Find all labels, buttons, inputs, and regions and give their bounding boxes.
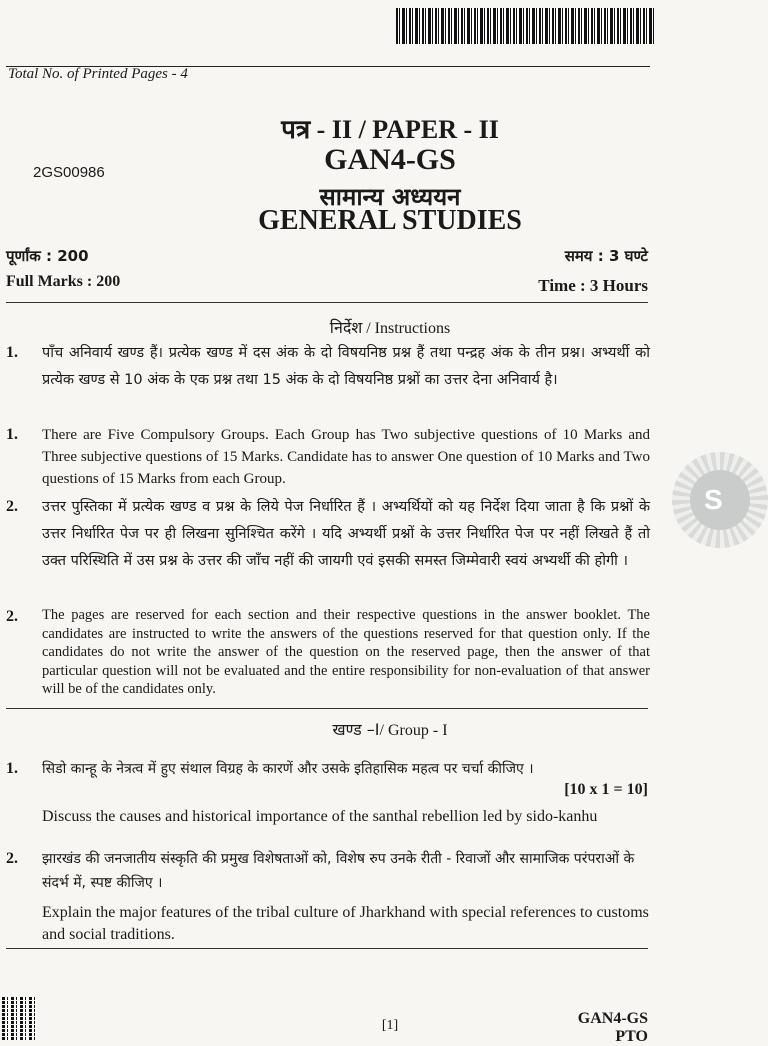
- instruction-english-1: There are Five Compulsory Groups. Each Group has Two subjective questions of 10 Marks and Three subjective questions of 15 Marks. Candidate has to answer One question of 10 Marks and Two questions of 15 Marks from each Group.: [42, 427, 650, 487]
- footer-pto: PTO: [615, 1028, 648, 1045]
- instruction-number: 1.: [6, 426, 18, 443]
- time-english: Time : 3 Hours: [538, 276, 648, 295]
- question-1-marks: [10 x 1 = 10]: [564, 781, 648, 798]
- divider: [6, 708, 648, 709]
- full-marks-english: Full Marks : 200: [6, 273, 121, 290]
- barcode: [396, 8, 654, 44]
- title-english: GENERAL STUDIES: [258, 205, 522, 236]
- group-heading: [30, 718, 750, 740]
- seal-letter: S: [690, 470, 750, 530]
- time-hindi: समय : 3 घण्टे: [564, 247, 648, 265]
- instruction-number: 1.: [6, 344, 18, 361]
- instruction-number: 2.: [6, 498, 18, 515]
- question-1-hindi: सिडो कान्हू के नेत्रत्व में हुए संथाल विग्रह के कारणें और उसके इतिहासिक महत्व पर चर्चा कीजिए ।: [42, 761, 534, 777]
- instruction-english-2: The pages are reserved for each section and their respective questions in the answer booklet. The candidates are instructed to write the answers of the questions reserved for that question only. If the candidates do not write the answer of the question on the reserved page, then the answer of that particular question will not be evaluated and the entire responsibility for non-evaluation of that answer will be of the candidates only.: [42, 607, 650, 697]
- printed-pages: Total No. of Printed Pages - 4: [8, 66, 188, 82]
- paper-line: पत्र - II / PAPER - II: [281, 115, 499, 144]
- instruction-hindi-2: उत्तर पुस्तिका में प्रत्येक खण्ड व प्रश्न के लिये पेज निर्धारित हैं । अभ्यर्थियों को यह निर्देश दिया जाता है कि प्रश्नों के उत्तर निर्धारित पेज पर ही लिखना सुनिश्चित करेंगे । यदि अभ्यर्थी प्रश्नों के उत्तर निर्धारित पेज पर नहीं लिखते हैं तो उक्त परिस्थिति में उस प्रश्न के उत्तर की जाँच नहीं की जायगी एवं इसकी समस्त जिम्मेवारी स्वयं अभ्यर्थी की होगी ।: [42, 499, 650, 569]
- divider: [6, 302, 648, 303]
- full-marks-hindi: पूर्णांक : 200: [6, 247, 89, 265]
- question-2-hindi: झारखंड की जनजातीय संस्कृति की प्रमुख विशेषताओं को, विशेष रुप उनके रीती - रिवाजों और सामाजिक परंपराओं के संदर्भ में, स्पष्ट कीजिए ।: [42, 851, 635, 891]
- title-hindi: सामान्य अध्ययन: [319, 183, 461, 211]
- page-number: [1]: [381, 1018, 399, 1033]
- instructions-heading-sep: /: [362, 320, 375, 337]
- group-heading-english: Group - I: [387, 722, 448, 739]
- divider: [6, 948, 648, 949]
- question-2-english: Explain the major features of the tribal culture of Jharkhand with special references to customs and social traditions.: [42, 904, 649, 943]
- instruction-hindi-1: पाँच अनिवार्य खण्ड हैं। प्रत्येक खण्ड में दस अंक के दो विषयनिष्ठ प्रश्न हैं तथा पन्द्रह अंक के तीन प्रश्न। अभ्यर्थी को प्रत्येक खण्ड से 10 अंक के एक प्रश्न तथा 15 अंक के दो विषयनिष्ठ प्रश्नों का उत्तर देना अनिवार्य है।: [42, 345, 650, 388]
- instructions-heading-english: Instructions: [374, 320, 451, 337]
- serial-number: 2GS00986: [33, 164, 105, 181]
- question-number: 1.: [6, 760, 18, 777]
- paper-code: GAN4-GS: [324, 143, 456, 176]
- footer-code: GAN4-GS: [577, 1010, 648, 1027]
- instructions-heading: [30, 316, 750, 338]
- question-number: 2.: [6, 850, 18, 867]
- question-1-english: Discuss the causes and historical importance of the santhal rebellion led by sido-kanhu: [42, 808, 598, 825]
- group-heading-hindi: खण्ड –I: [332, 720, 380, 739]
- group-heading-sep: /: [379, 722, 388, 739]
- instruction-number: 2.: [6, 608, 18, 625]
- instructions-heading-hindi: निर्देश: [329, 318, 363, 337]
